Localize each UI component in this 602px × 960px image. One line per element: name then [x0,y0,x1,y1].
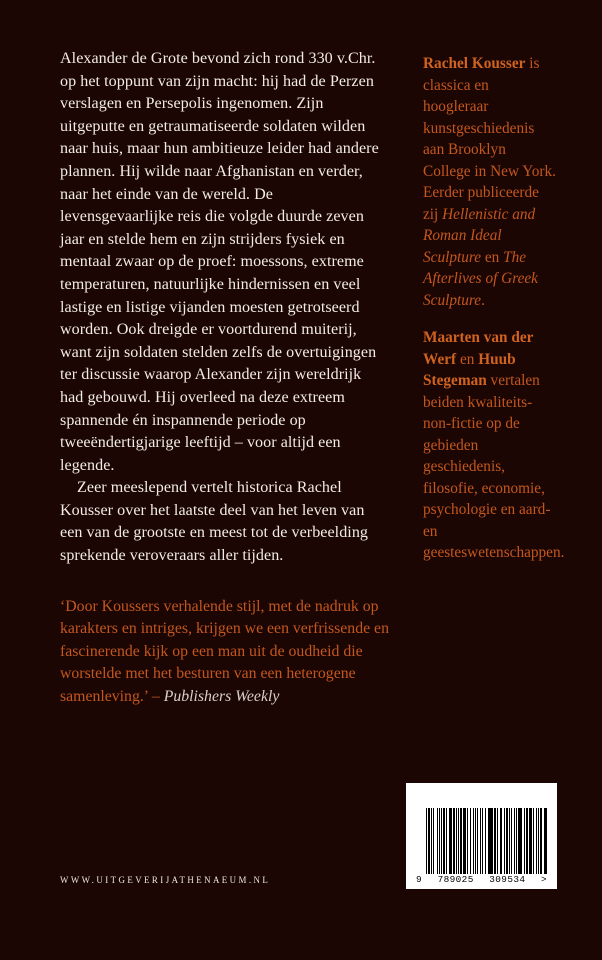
author-bio-column [423,53,565,564]
author-bio-text-2: en [481,248,504,266]
book-blurb [60,48,387,568]
barcode-bars [426,808,548,874]
pullquote-source: Publishers Weekly [163,687,280,705]
barcode-left-digit: 9 [416,874,423,885]
author-bio-text-3: . [481,291,485,309]
review-pullquote [60,596,390,708]
book-title-2: The Afterlives of Greek Sculpture [423,248,538,309]
translator-name-1: Maarten van der Werf [423,329,534,368]
translator-name-2: Huub Stegeman [423,350,516,389]
translator-bio [423,327,565,564]
pullquote-text: ‘Door Koussers verhalende stijl, met de nadruk op karakters en intriges, krijgen we een verfrissende en fascinerende kijk op een man uit de oudheid die worstelde met het besturen van een heterogene samenleving.’ – [60,598,389,705]
author-bio [423,53,557,311]
publisher-website: WWW.UITGEVERIJATHENAEUM.NL [60,875,271,885]
barcode-right-symbol: > [540,874,547,885]
barcode-group-2: 309534 [489,874,526,885]
author-name: Rachel Kousser [423,55,526,72]
barcode-group-1: 789025 [437,874,474,885]
blurb-paragraph-2: Zeer meeslepend vertelt historica Rachel Kousser over het laatste deel van het leven van een van de grootste en meest tot de verbeelding sprekende veroveraars aller tijden. [60,479,369,565]
book-title-1: Hellenistic and Roman Ideal Sculpture [423,205,536,266]
blurb-paragraph-1: Alexander de Grote bevond zich rond 330 v.Chr. op het toppunt van zijn macht: hij had de Perzen verslagen en Persepolis ingenomen. Zijn uitgeputte en getraumatiseerde soldaten wilden naar huis, maar hun ambitieuze leider had andere plannen. Hij wilde naar Afghanistan en verder, naar het einde van de wereld. De levensgevaarlijke reis die volgde duurde zeven jaar en stelde hem en zijn strijders fysiek en mentaal zwaar op de proef: moessons, extreme temperaturen, natuurlijke hindernissen en veel lastige en listige vijanden moesten getrotseerd worden. Ook dreigde er voortdurend muiterij, want zijn soldaten stelden zelfs de overtuigingen ter discussie waarop Alexander zijn wereldrijk had gebouwd. Hij overleed na deze extreem spannende én inspannende periode op tweeëndertigjarige leeftijd – voor altijd een legende. [60,50,379,474]
translator-conjunction: en [456,350,479,368]
barcode-digits [415,875,548,885]
translator-bio-text: vertalen beiden kwaliteits-non-fictie op de gebieden geschiedenis, filosofie, economie, psychologie en aard- en geesteswetenschappen. [423,372,565,561]
author-bio-text-1: is classica en hoogleraar kunstgeschiedenis aan Brooklyn College in New York. Eerder publiceerde zij [423,55,556,223]
isbn-barcode [406,783,557,889]
